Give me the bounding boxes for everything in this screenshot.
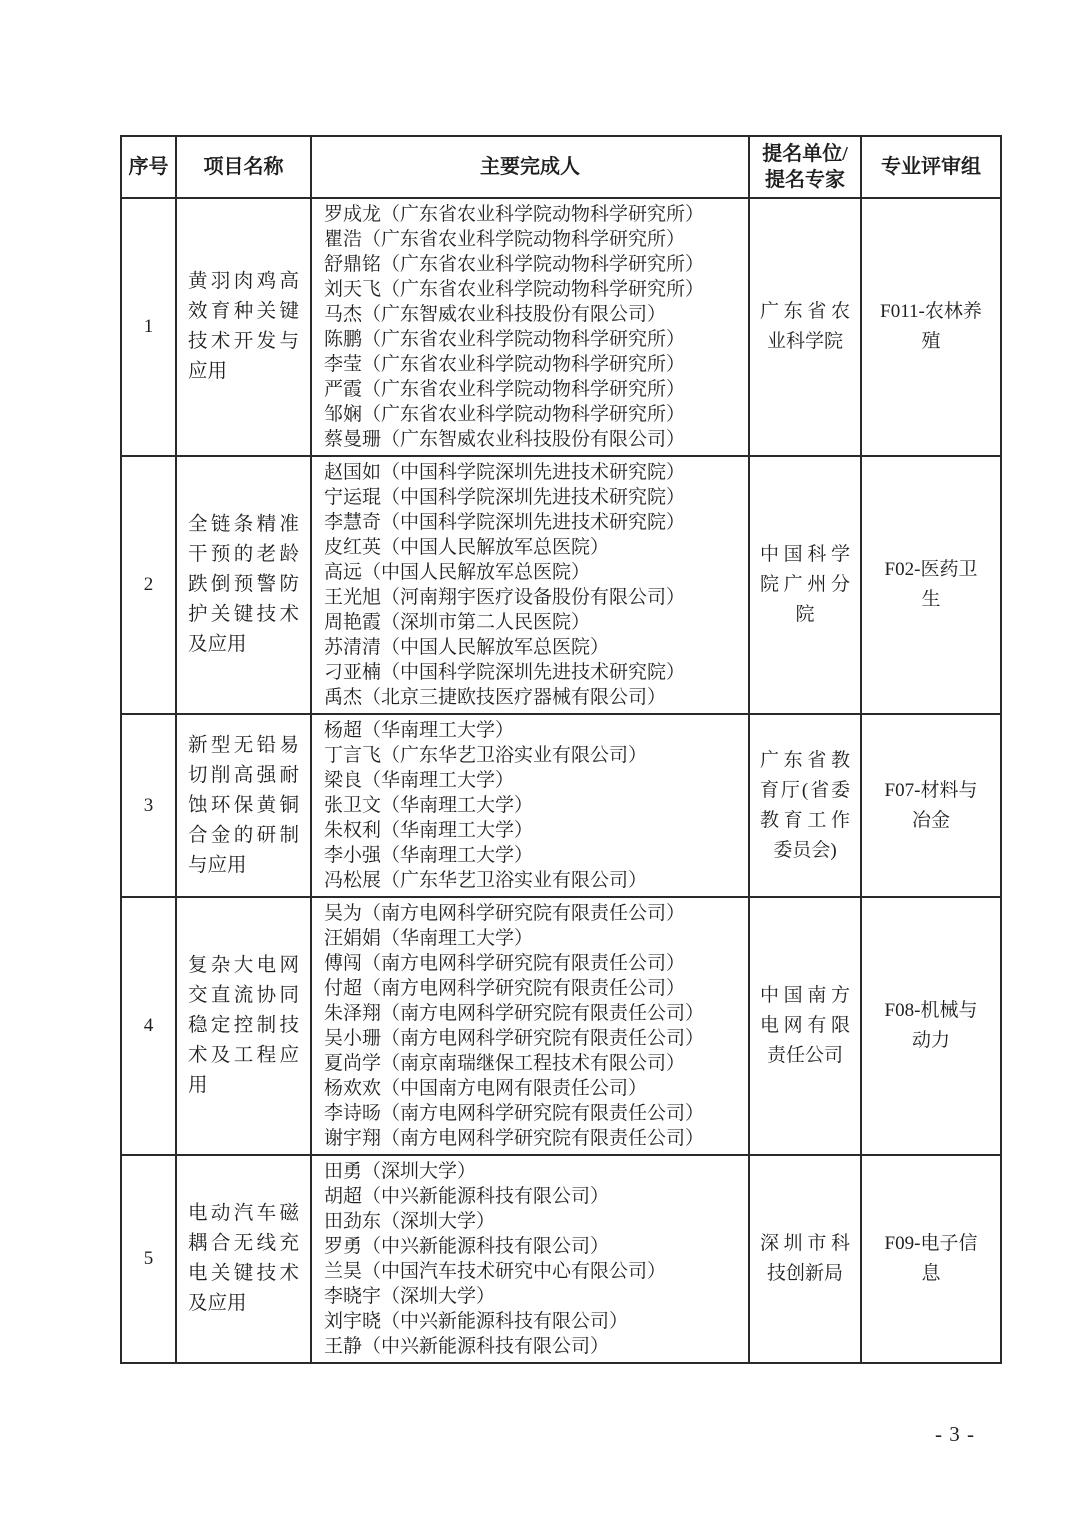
completer-line: 傅闯（南方电网科学研究院有限责任公司） (324, 953, 686, 974)
review-group: F07-材料与冶金 (861, 714, 1001, 897)
review-group: F08-机械与动力 (861, 897, 1001, 1155)
completer-line: 田劲东（深圳大学） (324, 1211, 496, 1232)
completer-line: 田勇（深圳大学） (324, 1161, 477, 1182)
completer-line: 苏清清（中国人民解放军总医院） (324, 637, 610, 658)
review-group: F02-医药卫生 (861, 456, 1001, 714)
completers-list (311, 714, 749, 897)
completers-list (311, 1155, 749, 1363)
table-row (121, 897, 1001, 1155)
completer-line: 胡超（中兴新能源科技有限公司） (324, 1186, 610, 1207)
header-project-name: 项目名称 (176, 136, 311, 198)
header-review-group: 专业评审组 (861, 136, 1001, 198)
completer-line: 舒鼎铭（广东省农业科学院动物科学研究所） (324, 254, 705, 275)
completer-line: 邹娴（广东省农业科学院动物科学研究所） (324, 404, 686, 425)
page-number: - 3 - (935, 1422, 975, 1446)
completer-line: 李晓宇（深圳大学） (324, 1286, 496, 1307)
header-index: 序号 (121, 136, 176, 198)
completer-line: 周艳霞（深圳市第二人民医院） (324, 612, 591, 633)
table-row (121, 198, 1001, 456)
project-name: 新型无铅易切削高强耐蚀环保黄铜合金的研制与应用 (176, 714, 311, 897)
completer-line: 付超（南方电网科学研究院有限责任公司） (324, 978, 686, 999)
award-projects-table (120, 135, 1002, 1364)
completer-line: 吴小珊（南方电网科学研究院有限责任公司） (324, 1028, 705, 1049)
completer-line: 王光旭（河南翔宇医疗设备股份有限公司） (324, 587, 686, 608)
row-index: 4 (121, 897, 176, 1155)
completer-line: 瞿浩（广东省农业科学院动物科学研究所） (324, 229, 686, 250)
completer-line: 张卫文（华南理工大学） (324, 795, 534, 816)
completer-line: 李莹（广东省农业科学院动物科学研究所） (324, 354, 686, 375)
completer-line: 罗勇（中兴新能源科技有限公司） (324, 1236, 610, 1257)
completer-line: 丁言飞（广东华艺卫浴实业有限公司） (324, 745, 648, 766)
header-row (121, 136, 1001, 198)
completer-line: 吴为（南方电网科学研究院有限责任公司） (324, 903, 686, 924)
completer-line: 朱泽翔（南方电网科学研究院有限责任公司） (324, 1003, 705, 1024)
nominator: 中国科学院广州分院 (749, 456, 861, 714)
completer-line: 蔡曼珊（广东智威农业科技股份有限公司） (324, 429, 686, 450)
row-index: 3 (121, 714, 176, 897)
table-row (121, 1155, 1001, 1363)
table-row (121, 456, 1001, 714)
review-group: F011-农林养殖 (861, 198, 1001, 456)
project-name: 复杂大电网交直流协同稳定控制技术及工程应用 (176, 897, 311, 1155)
header-completers: 主要完成人 (311, 136, 749, 198)
completers-list (311, 897, 749, 1155)
completer-line: 李小强（华南理工大学） (324, 845, 534, 866)
table-row (121, 714, 1001, 897)
completer-line: 杨欢欢（中国南方电网有限责任公司） (324, 1078, 648, 1099)
completer-line: 刘天飞（广东省农业科学院动物科学研究所） (324, 279, 705, 300)
completer-line: 汪娟娟（华南理工大学） (324, 928, 534, 949)
completer-line: 刁亚楠（中国科学院深圳先进技术研究院） (324, 662, 686, 683)
completer-line: 刘宇晓（中兴新能源科技有限公司） (324, 1311, 629, 1332)
completer-line: 李慧奇（中国科学院深圳先进技术研究院） (324, 512, 686, 533)
completer-line: 梁良（华南理工大学） (324, 770, 515, 791)
completer-line: 兰昊（中国汽车技术研究中心有限公司） (324, 1261, 667, 1282)
completer-line: 陈鹏（广东省农业科学院动物科学研究所） (324, 329, 686, 350)
completer-line: 高远（中国人民解放军总医院） (324, 562, 591, 583)
nominator: 广东省教育厅(省委教育工作委员会) (749, 714, 861, 897)
row-index: 2 (121, 456, 176, 714)
completer-line: 马杰（广东智威农业科技股份有限公司） (324, 304, 667, 325)
completer-line: 皮红英（中国人民解放军总医院） (324, 537, 610, 558)
completer-line: 禹杰（北京三捷欧技医疗器械有限公司） (324, 687, 667, 708)
completer-line: 宁运琨（中国科学院深圳先进技术研究院） (324, 487, 686, 508)
header-nominator-line2: 提名专家 (765, 169, 845, 191)
review-group: F09-电子信息 (861, 1155, 1001, 1363)
completer-line: 严霞（广东省农业科学院动物科学研究所） (324, 379, 686, 400)
project-name: 电动汽车磁耦合无线充电关键技术及应用 (176, 1155, 311, 1363)
row-index: 1 (121, 198, 176, 456)
nominator: 广东省农业科学院 (749, 198, 861, 456)
completer-line: 朱权利（华南理工大学） (324, 820, 534, 841)
completer-line: 赵国如（中国科学院深圳先进技术研究院） (324, 462, 686, 483)
completers-list (311, 198, 749, 456)
row-index: 5 (121, 1155, 176, 1363)
completer-line: 罗成龙（广东省农业科学院动物科学研究所） (324, 204, 705, 225)
completer-line: 谢宇翔（南方电网科学研究院有限责任公司） (324, 1128, 705, 1149)
project-name: 黄羽肉鸡高效育种关键技术开发与应用 (176, 198, 311, 456)
completer-line: 李诗旸（南方电网科学研究院有限责任公司） (324, 1103, 705, 1124)
nominator: 中国南方电网有限责任公司 (749, 897, 861, 1155)
completer-line: 王静（中兴新能源科技有限公司） (324, 1336, 610, 1357)
completer-line: 冯松展（广东华艺卫浴实业有限公司） (324, 870, 648, 891)
completers-list (311, 456, 749, 714)
header-nominator (749, 136, 861, 198)
completer-line: 杨超（华南理工大学） (324, 720, 515, 741)
nominator: 深圳市科技创新局 (749, 1155, 861, 1363)
project-name: 全链条精准干预的老龄跌倒预警防护关键技术及应用 (176, 456, 311, 714)
header-nominator-line1: 提名单位/ (762, 143, 848, 165)
completer-line: 夏尚学（南京南瑞继保工程技术有限公司） (324, 1053, 686, 1074)
